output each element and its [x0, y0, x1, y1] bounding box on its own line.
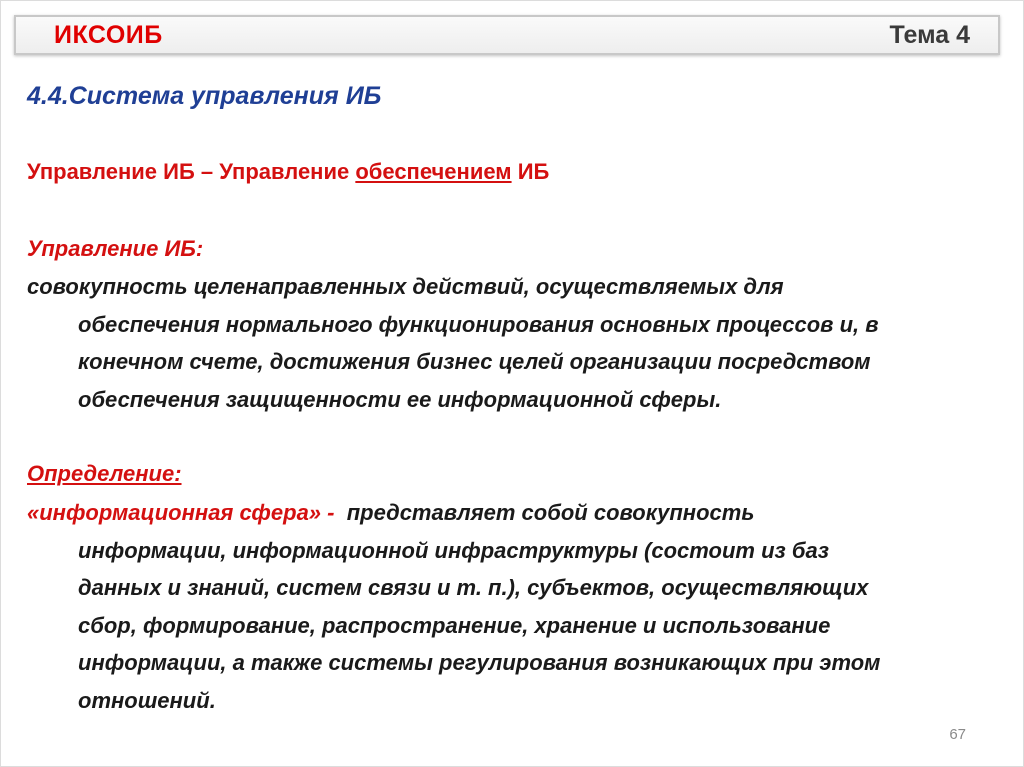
definition-paragraph: [27, 494, 1002, 719]
subtitle-underlined-word: обеспечением: [355, 159, 512, 184]
management-line: обеспечения защищенности ее информационной сферы.: [78, 386, 722, 412]
definition-first-line: [27, 494, 1002, 532]
header-org-name: ИКСОИБ: [54, 21, 163, 49]
definition-line: информации, а также системы регулирования возникающих при этом: [78, 650, 881, 675]
header-topic: Тема 4: [889, 21, 970, 49]
management-label: Управление ИБ:: [27, 236, 204, 261]
management-paragraph: [27, 268, 1002, 418]
management-line: обеспечения нормального функционирования основных процессов и, в: [78, 311, 879, 337]
definition-first-line-rest: представляет собой совокупность: [334, 500, 755, 525]
subtitle-suffix: ИБ: [511, 159, 550, 184]
management-line: совокупность целенаправленных действий, осуществляемых для: [27, 274, 784, 299]
section-title: 4.4.Система управления ИБ: [27, 82, 382, 110]
page-number: 67: [949, 726, 966, 743]
subtitle: [27, 159, 549, 185]
management-line: конечном счете, достижения бизнес целей организации посредством: [78, 349, 871, 374]
definition-line: сбор, формирование, распространение, хранение и использование: [78, 612, 831, 638]
slide-header: [14, 15, 1000, 55]
definition-line: информации, информационной инфраструктуры (состоит из баз: [78, 537, 829, 563]
definition-label: Определение:: [27, 461, 182, 486]
subtitle-prefix: Управление ИБ – Управление: [27, 159, 356, 184]
definition-line: отношений.: [78, 687, 216, 713]
definition-line: данных и знаний, систем связи и т. п.), субъектов, осуществляющих: [78, 575, 869, 600]
definition-term: «информационная сфера» -: [27, 500, 335, 525]
